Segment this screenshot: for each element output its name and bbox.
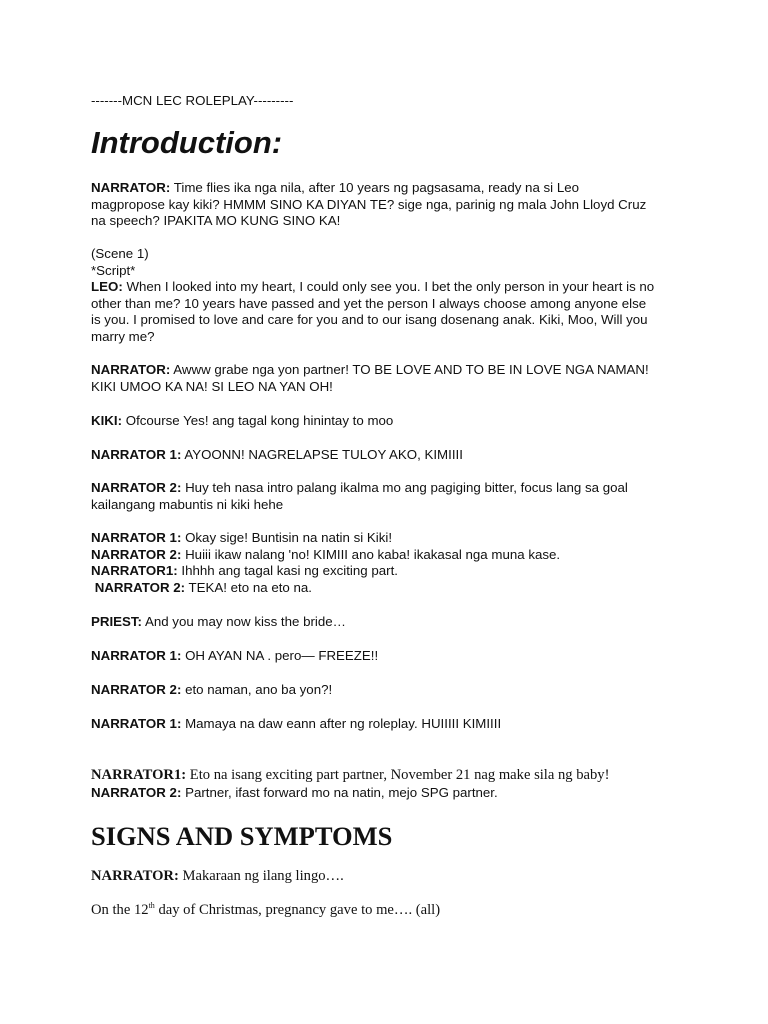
dialogue-text: Makaraan ng ilang lingo…. <box>178 868 344 884</box>
speaker-label: NARRATOR 2: <box>91 682 182 697</box>
narrator1-okay-line <box>91 530 691 547</box>
leo-line1 <box>91 279 691 296</box>
scene-block <box>91 246 691 345</box>
christmas-text-start: On the 12 <box>91 902 149 918</box>
narrator-intro-line3: na speech? IPAKITA MO KUNG SINO KA! <box>91 213 341 228</box>
christmas-line <box>91 902 691 919</box>
narrator-intro-block <box>91 180 691 230</box>
narrator-awww-line1 <box>91 362 691 379</box>
narrator-makaraan-line <box>91 868 691 885</box>
narrator2-partner-line <box>91 785 691 802</box>
dialogue-text: Partner, ifast forward mo na natin, mejo SPG partner. <box>181 785 498 800</box>
document-header: -------MCN LEC ROLEPLAY--------- <box>91 93 294 108</box>
dialogue-text: Okay sige! Buntisin na natin si Kiki! <box>181 530 393 545</box>
dialogue-text: And you may now kiss the bride… <box>141 614 346 629</box>
narrator1-mamaya-line <box>91 716 691 733</box>
speaker-label: NARRATOR: <box>91 180 171 195</box>
speaker-label: NARRATOR 1: <box>91 648 182 663</box>
narrator1-exciting-line <box>91 767 691 784</box>
speaker-label: NARRATOR 1: <box>91 716 182 731</box>
narrator-awww-block <box>91 362 691 395</box>
dialogue-text: Ihhhh ang tagal kasi ng exciting part. <box>177 563 398 578</box>
speaker-label: LEO: <box>91 279 123 294</box>
dialogue-text: Time flies ika nga nila, after 10 years ng pagsasama, ready na si Leo <box>170 180 580 195</box>
leo-line4: marry me? <box>91 328 155 344</box>
narrator1-ihhhh-line <box>91 563 691 580</box>
dialogue-text: Huy teh nasa intro palang ikalma mo ang pagiging bitter, focus lang sa goal <box>181 480 628 495</box>
dialogue-text: eto naman, ano ba yon?! <box>181 682 333 697</box>
scene-label: (Scene 1) <box>91 246 149 261</box>
speaker-label: NARRATOR: <box>91 362 171 377</box>
narrator2-huy-line2: kailangang mabuntis ni kiki hehe <box>91 496 284 512</box>
narrator-intro-line1 <box>91 180 691 197</box>
speaker-label: NARRATOR1: <box>91 767 187 783</box>
signs-and-symptoms-heading: SIGNS AND SYMPTOMS <box>91 821 393 851</box>
speaker-label: NARRATOR 2: <box>91 480 182 495</box>
narrator1-oh-line <box>91 648 691 665</box>
christmas-text-end: day of Christmas, pregnancy gave to me…. (all) <box>154 902 441 918</box>
dialogue-text: When I looked into my heart, I could only see you. I bet the only person in your heart is no <box>122 279 655 294</box>
script-note: *Script* <box>91 262 136 278</box>
speaker-label: NARRATOR 2: <box>91 579 186 595</box>
dialogue-text: Huiii ikaw nalang 'no! KIMIII ano kaba! ikakasal nga muna kase. <box>181 546 561 562</box>
speaker-label: NARRATOR1: <box>91 563 178 578</box>
priest-line <box>91 614 691 631</box>
speaker-label: KIKI: <box>91 413 123 428</box>
speaker-label: NARRATOR 1: <box>91 447 182 462</box>
speaker-label: PRIEST: <box>91 614 142 629</box>
speaker-label: NARRATOR 2: <box>91 785 182 800</box>
dialogue-text: OH AYAN NA . pero— FREEZE!! <box>181 648 379 663</box>
speaker-label: NARRATOR: <box>91 868 179 884</box>
dialogue-text: TEKA! eto na eto na. <box>185 579 312 595</box>
dialogue-text: Eto na isang exciting part partner, November 21 nag make sila ng baby! <box>186 767 610 783</box>
narrator2-huy-line1 <box>91 480 691 497</box>
speaker-label: NARRATOR 1: <box>91 530 182 545</box>
narrator-intro-line2: magpropose kay kiki? HMMM SINO KA DIYAN TE? sige nga, parinig ng mala John Lloyd Cruz <box>91 196 647 212</box>
narrator2-eto-line <box>91 682 691 699</box>
narrator-exchange-block <box>91 530 691 596</box>
introduction-heading: Introduction: <box>91 125 283 160</box>
dialogue-text: AYOONN! NAGRELAPSE TULOY AKO, KIMIIII <box>181 447 463 462</box>
dialogue-text: Awww grabe nga yon partner! TO BE LOVE AND TO BE IN LOVE NGA NAMAN! <box>170 362 649 377</box>
ordinal-superscript: th <box>148 901 155 911</box>
dialogue-text: Mamaya na daw eann after ng roleplay. HUIIIII KIMIIII <box>181 716 502 731</box>
dialogue-text: Ofcourse Yes! ang tagal kong hinintay to moo <box>122 413 394 428</box>
narrator1-ayoonn-line <box>91 447 691 464</box>
narrator2-huiii-line <box>91 547 691 564</box>
kiki-line <box>91 413 691 430</box>
narrator2-huy-block <box>91 480 691 513</box>
narrator2-teka-line <box>91 580 691 597</box>
speaker-label: NARRATOR 2: <box>91 546 182 562</box>
leo-line3: is you. I promised to love and care for you and to our isang dosenang anak. Kiki, Moo, Will you <box>91 312 648 327</box>
leo-line2: other than me? 10 years have passed and yet the person I always choose among anyone else <box>91 295 647 311</box>
narrator-awww-line2: KIKI UMOO KA NA! SI LEO NA YAN OH! <box>91 378 333 394</box>
